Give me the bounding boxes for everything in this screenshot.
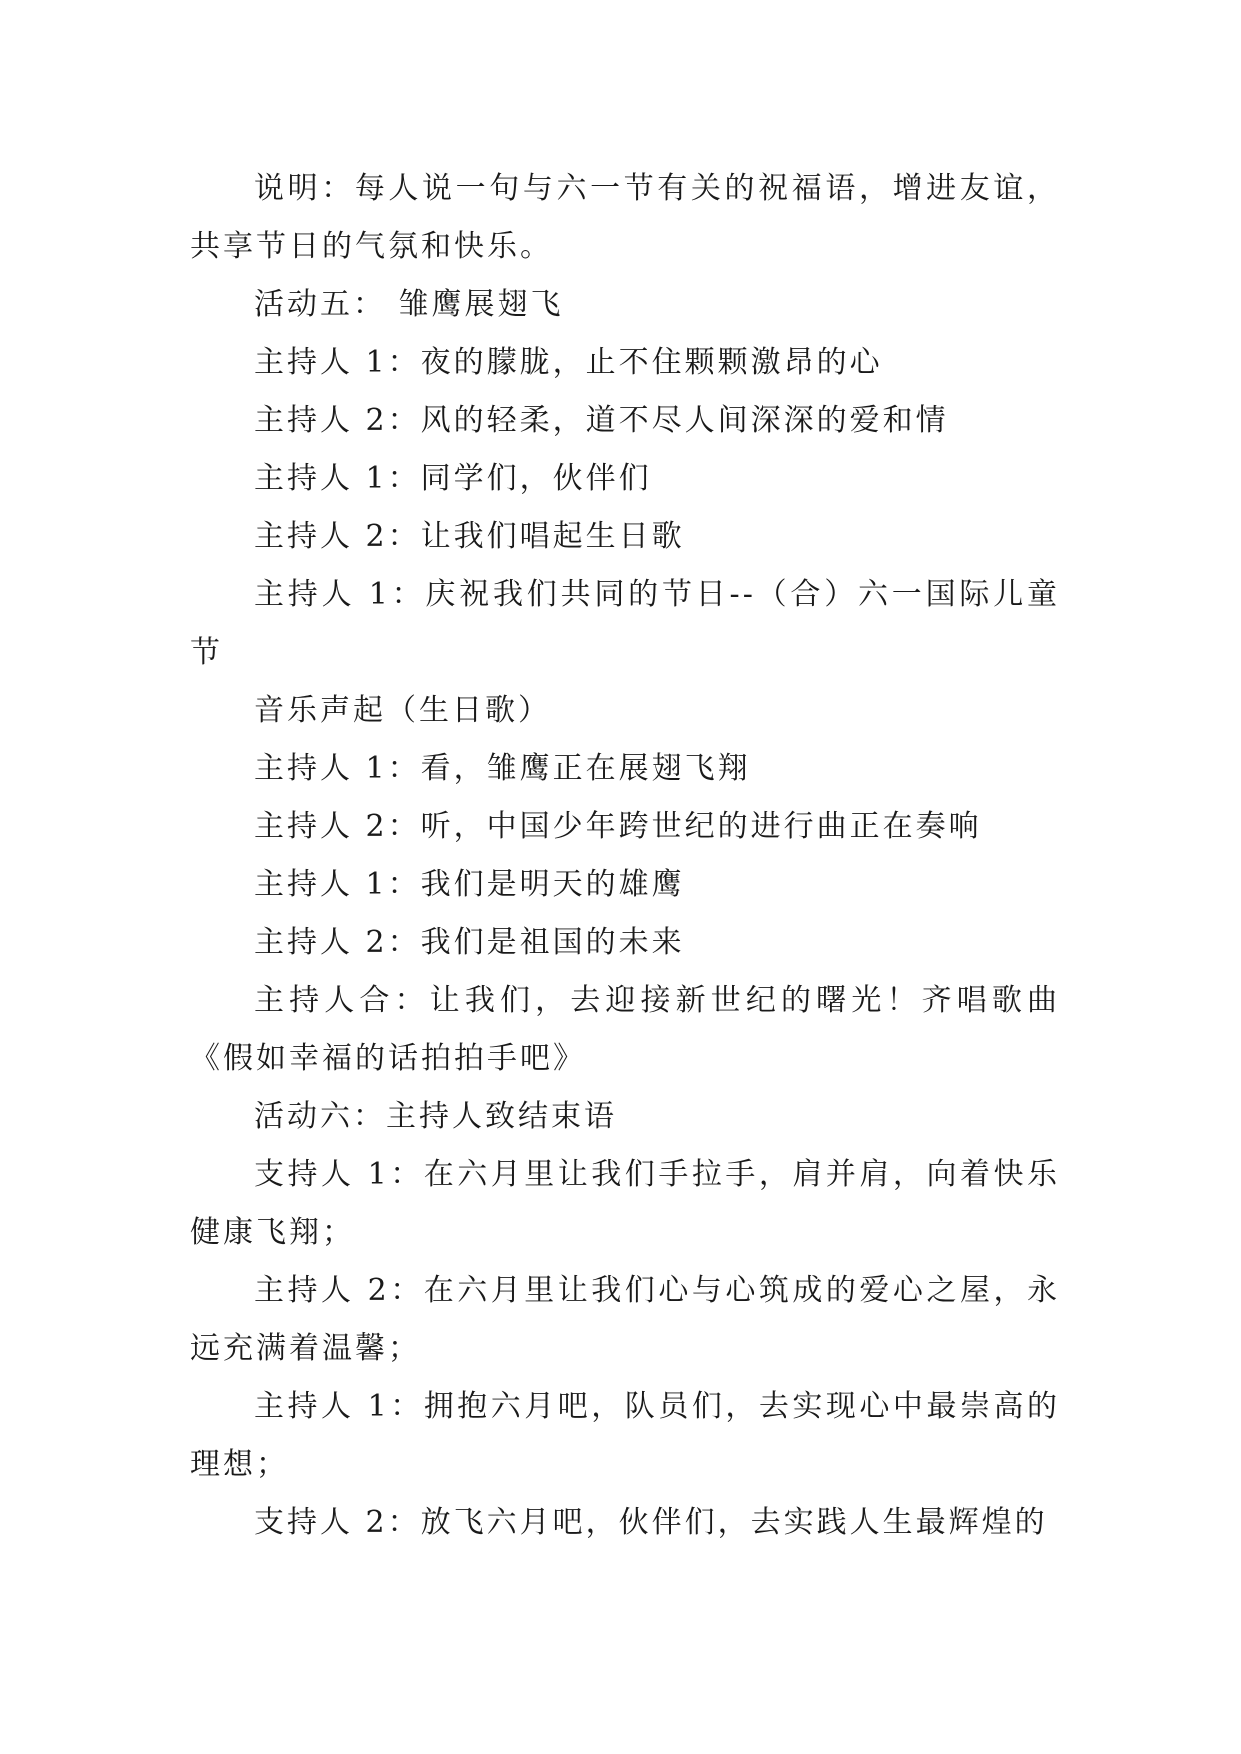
paragraph-host1-line: 主持人 1：同学们，伙伴们 bbox=[254, 461, 652, 496]
paragraph-host2-line: 主持人 2：风的轻柔，道不尽人间深深的爱和情 bbox=[254, 403, 949, 438]
document-body bbox=[190, 160, 1060, 1552]
paragraph-host2-line: 主持人 2：我们是祖国的未来 bbox=[254, 925, 685, 960]
paragraph-hosts-together-line: 主持人合：让我们，去迎接新世纪的曙光！齐唱歌曲《假如幸福的话拍拍手吧》 bbox=[190, 983, 1060, 1076]
paragraph-music-cue: 音乐声起（生日歌） bbox=[254, 693, 551, 728]
paragraph-description: 说明：每人说一句与六一节有关的祝福语，增进友谊，共享节日的气氛和快乐。 bbox=[190, 171, 1060, 264]
paragraph-host1-closing: 主持人 1：拥抱六月吧，队员们，去实现心中最崇高的理想； bbox=[190, 1389, 1060, 1482]
paragraph-host2-line: 主持人 2：听，中国少年跨世纪的进行曲正在奏响 bbox=[254, 809, 982, 844]
paragraph-host1-line: 主持人 1：看，雏鹰正在展翅飞翔 bbox=[254, 751, 751, 786]
paragraph-activity-six-heading: 活动六：主持人致结束语 bbox=[254, 1099, 617, 1134]
paragraph-host2-closing: 支持人 2：放飞六月吧，伙伴们，去实践人生最辉煌的 bbox=[254, 1505, 1048, 1540]
paragraph-host2-line: 主持人 2：让我们唱起生日歌 bbox=[254, 519, 685, 554]
paragraph-host1-line: 主持人 1：夜的朦胧，止不住颗颗激昂的心 bbox=[254, 345, 883, 380]
paragraph-host2-closing: 主持人 2：在六月里让我们心与心筑成的爱心之屋，永远充满着温馨； bbox=[190, 1273, 1060, 1366]
paragraph-host1-closing: 支持人 1：在六月里让我们手拉手，肩并肩，向着快乐健康飞翔； bbox=[190, 1157, 1060, 1250]
paragraph-activity-five-heading: 活动五： 雏鹰展翅飞 bbox=[254, 287, 564, 322]
paragraph-host1-line: 主持人 1：庆祝我们共同的节日--（合）六一国际儿童节 bbox=[190, 577, 1060, 670]
paragraph-host1-line: 主持人 1：我们是明天的雄鹰 bbox=[254, 867, 685, 902]
